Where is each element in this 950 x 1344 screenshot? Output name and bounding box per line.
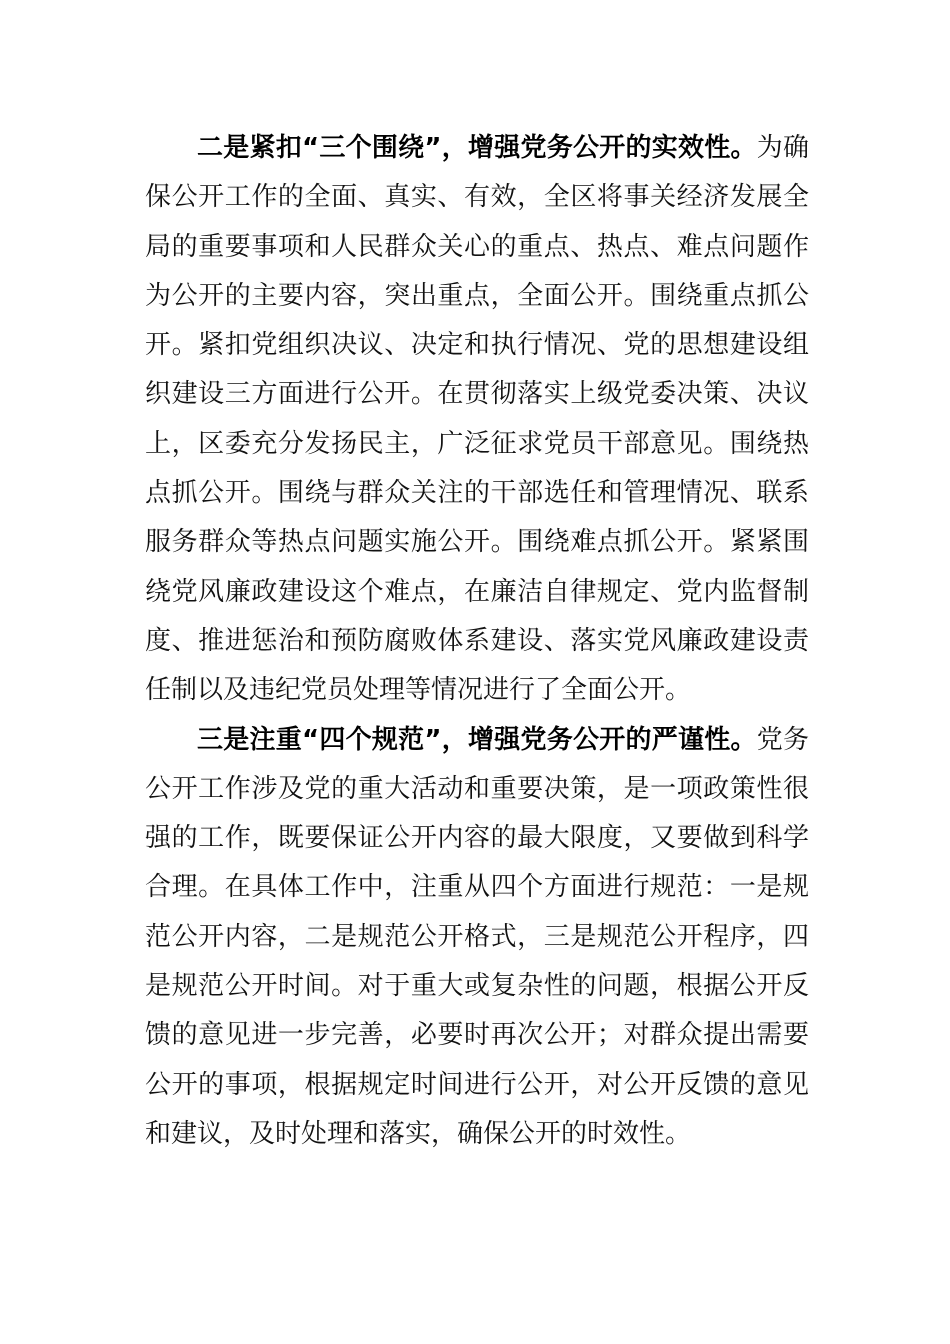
- paragraph-body-text: 为确保公开工作的全面、真实、有效，全区将事关经济发展全局的重要事项和人民群众关心的重点、热点、难点问题作为公开的主要内容，突出重点，全面公开。围绕重点抓公开。紧扣党组织决议、决定和执行情况、党的思想建设组织建设三方面进行公开。在贯彻落实上级党委决策、决议上，区委充分发扬民主，广泛征求党员干部意见。围绕热点抓公开。围绕与群众关注的干部选任和管理情况、联系服务群众等热点问题实施公开。围绕难点抓公开。紧紧围绕党风廉政建设这个难点，在廉洁自律规定、党内监督制度、推进惩治和预防腐败体系建设、落实党风廉政建设责任制以及违纪党员处理等情况进行了全面公开。: [145, 133, 809, 706]
- document-body: [145, 124, 809, 1159]
- paragraph-measure-two: [145, 124, 809, 716]
- paragraph-lead-heading: 三是注重“四个规范”，增强党务公开的严谨性。: [197, 724, 757, 755]
- paragraph-lead-heading: 二是紧扣“三个围绕”，增强党务公开的实效性。: [197, 133, 757, 163]
- paragraph-measure-three: [145, 716, 809, 1160]
- paragraph-body-text: 党务公开工作涉及党的重大活动和重要决策，是一项政策性很强的工作，既要保证公开内容的最大限度，又要做到科学合理。在具体工作中，注重从四个方面进行规范：一是规范公开内容，二是规范公开格式，三是规范公开程序，四是规范公开时间。对于重大或复杂性的问题，根据公开反馈的意见进一步完善，必要时再次公开；对群众提出需要公开的事项，根据规定时间进行公开，对公开反馈的意见和建议，及时处理和落实，确保公开的时效性。: [145, 724, 809, 1149]
